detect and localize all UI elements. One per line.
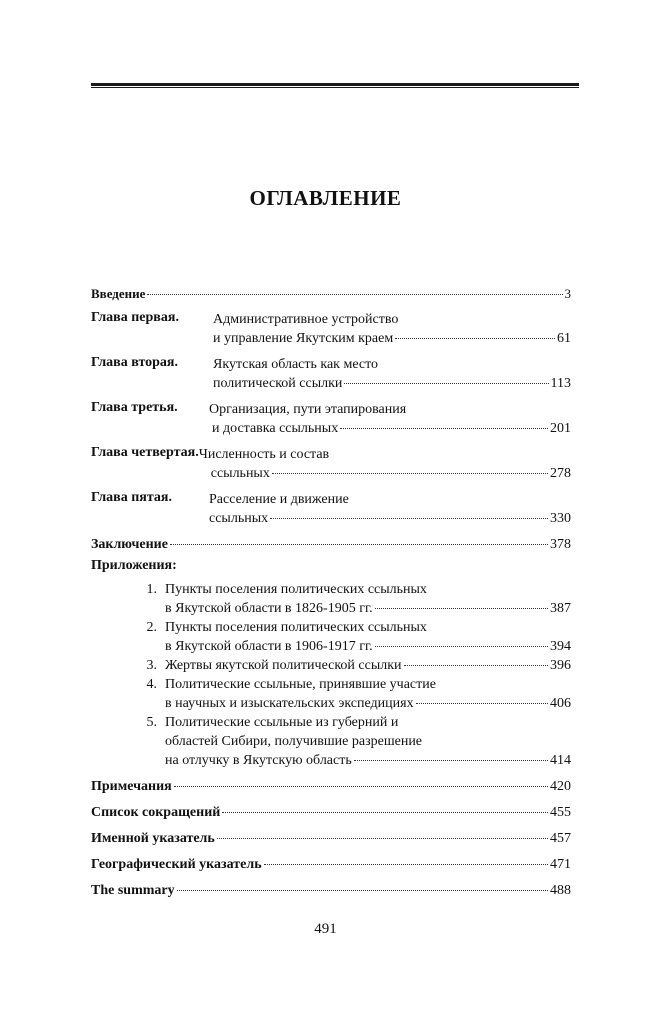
toc-entry-label: Список сокращений bbox=[91, 805, 221, 820]
dot-leader bbox=[344, 382, 548, 384]
toc-entry-page: 387 bbox=[550, 601, 571, 616]
dot-leader bbox=[354, 759, 548, 761]
toc-entry-appendix-2[interactable] bbox=[91, 618, 571, 656]
chapter-label: Глава пятая. bbox=[91, 490, 173, 505]
dot-leader bbox=[170, 543, 548, 545]
toc-entry-page: 61 bbox=[557, 331, 571, 346]
chapter-title-line: политической ссылки bbox=[213, 376, 343, 391]
dot-leader bbox=[264, 863, 548, 865]
toc-entry-summary[interactable] bbox=[91, 881, 571, 900]
chapter-label: Глава четвертая. bbox=[91, 445, 199, 460]
toc-entry-appendix-3[interactable] bbox=[91, 656, 571, 675]
appendix-title-line: Пункты поселения политических ссыльных bbox=[165, 582, 427, 597]
appendices-heading-text: Приложения: bbox=[91, 558, 177, 573]
dot-leader bbox=[404, 664, 548, 666]
toc-entry-chapter-5[interactable] bbox=[91, 490, 571, 528]
appendix-number: 3. bbox=[146, 658, 157, 673]
appendix-title-line: областей Сибири, получившие разрешение bbox=[165, 734, 423, 749]
appendix-title-line: в научных и изыскательских экспедициях bbox=[165, 696, 414, 711]
toc-entry-page: 406 bbox=[550, 696, 571, 711]
dot-leader bbox=[270, 517, 548, 519]
chapter-title-line: ссыльных bbox=[210, 466, 270, 481]
appendix-title-line: Пункты поселения политических ссыльных bbox=[165, 620, 427, 635]
toc-entry-page: 201 bbox=[550, 421, 571, 436]
toc-entry-page: 378 bbox=[550, 537, 571, 552]
dot-leader bbox=[174, 785, 548, 787]
toc-entry-conclusion[interactable] bbox=[91, 535, 571, 554]
appendix-number: 2. bbox=[146, 620, 157, 635]
dot-leader bbox=[375, 607, 548, 609]
chapter-title-line: ссыльных bbox=[209, 511, 269, 526]
toc-entry-page: 394 bbox=[550, 639, 571, 654]
toc-entry-page: 414 bbox=[550, 753, 571, 768]
appendix-number: 1. bbox=[146, 582, 157, 597]
toc-entry-label: Введение bbox=[91, 286, 146, 301]
appendices-heading bbox=[91, 556, 571, 575]
toc-entry-label: Географический указатель bbox=[91, 857, 262, 872]
toc-entry-page: 457 bbox=[550, 831, 571, 846]
appendix-title-line: в Якутской области в 1906-1917 гг. bbox=[165, 639, 373, 654]
toc-entry-name-index[interactable] bbox=[91, 829, 571, 848]
toc-entry-page: 113 bbox=[550, 376, 571, 391]
dot-leader bbox=[416, 702, 548, 704]
header-rule-thin bbox=[91, 87, 579, 88]
page-number: 491 bbox=[314, 921, 337, 937]
toc-entry-chapter-4[interactable] bbox=[91, 445, 571, 483]
toc-entry-page: 488 bbox=[550, 883, 571, 898]
toc-entry-page: 330 bbox=[550, 511, 571, 526]
toc-entry-page: 278 bbox=[550, 466, 571, 481]
chapter-title-line: Организация, пути этапирования bbox=[209, 402, 407, 417]
dot-leader bbox=[177, 889, 548, 891]
toc-entry-label: Заключение bbox=[91, 537, 168, 552]
toc-entry-notes[interactable] bbox=[91, 777, 571, 796]
chapter-title-line: Административное устройство bbox=[213, 312, 399, 327]
header-rule-thick bbox=[91, 83, 579, 86]
dot-leader bbox=[340, 427, 548, 429]
toc-entry-page: 396 bbox=[550, 658, 571, 673]
appendix-number: 4. bbox=[146, 677, 157, 692]
toc-entry-geographic-index[interactable] bbox=[91, 855, 571, 874]
toc-entry-chapter-2[interactable] bbox=[91, 355, 571, 393]
chapter-title-line: и управление Якутским краем bbox=[213, 331, 394, 346]
appendix-title-line: Политические ссыльные, принявшие участие bbox=[165, 677, 436, 692]
toc-entry-label: Именной указатель bbox=[91, 831, 215, 846]
toc-entry-chapter-3[interactable] bbox=[91, 400, 571, 438]
toc-entry-appendix-1[interactable] bbox=[91, 580, 571, 618]
appendix-number: 5. bbox=[146, 715, 157, 730]
chapter-title-line: и доставка ссыльных bbox=[212, 421, 339, 436]
dot-leader bbox=[217, 837, 548, 839]
dot-leader bbox=[272, 472, 548, 474]
toc-entry-label: The summary bbox=[91, 883, 175, 898]
page-title: ОГЛАВЛЕНИЕ bbox=[249, 186, 402, 210]
chapter-title-line: Якутская область как место bbox=[213, 357, 379, 372]
table-of-contents bbox=[91, 284, 571, 900]
dot-leader bbox=[375, 645, 548, 647]
chapter-label: Глава первая. bbox=[91, 310, 179, 325]
toc-entry-abbreviations[interactable] bbox=[91, 803, 571, 822]
chapter-label: Глава вторая. bbox=[91, 355, 179, 370]
dot-leader bbox=[222, 811, 548, 813]
toc-entry-page: 3 bbox=[564, 286, 571, 301]
chapter-title-line: Численность и состав bbox=[198, 447, 330, 462]
dot-leader bbox=[147, 293, 562, 295]
toc-entry-chapter-1[interactable] bbox=[91, 310, 571, 348]
toc-entry-label: Примечания bbox=[91, 779, 172, 794]
appendix-title-line: на отлучку в Якутскую область bbox=[165, 753, 352, 768]
chapter-title-line: Расселение и движение bbox=[209, 492, 349, 507]
toc-entry-page: 455 bbox=[550, 805, 571, 820]
appendix-title-line: Политические ссыльные из губерний и bbox=[165, 715, 399, 730]
toc-entry-appendix-5[interactable] bbox=[91, 713, 571, 770]
appendix-title-line: Жертвы якутской политической ссылки bbox=[165, 658, 402, 673]
toc-entry-intro[interactable] bbox=[91, 284, 571, 303]
dot-leader bbox=[395, 337, 555, 339]
toc-entry-appendix-4[interactable] bbox=[91, 675, 571, 713]
appendix-title-line: в Якутской области в 1826-1905 гг. bbox=[165, 601, 373, 616]
toc-entry-page: 471 bbox=[550, 857, 571, 872]
toc-entry-page: 420 bbox=[550, 779, 571, 794]
chapter-label: Глава третья. bbox=[91, 400, 178, 415]
